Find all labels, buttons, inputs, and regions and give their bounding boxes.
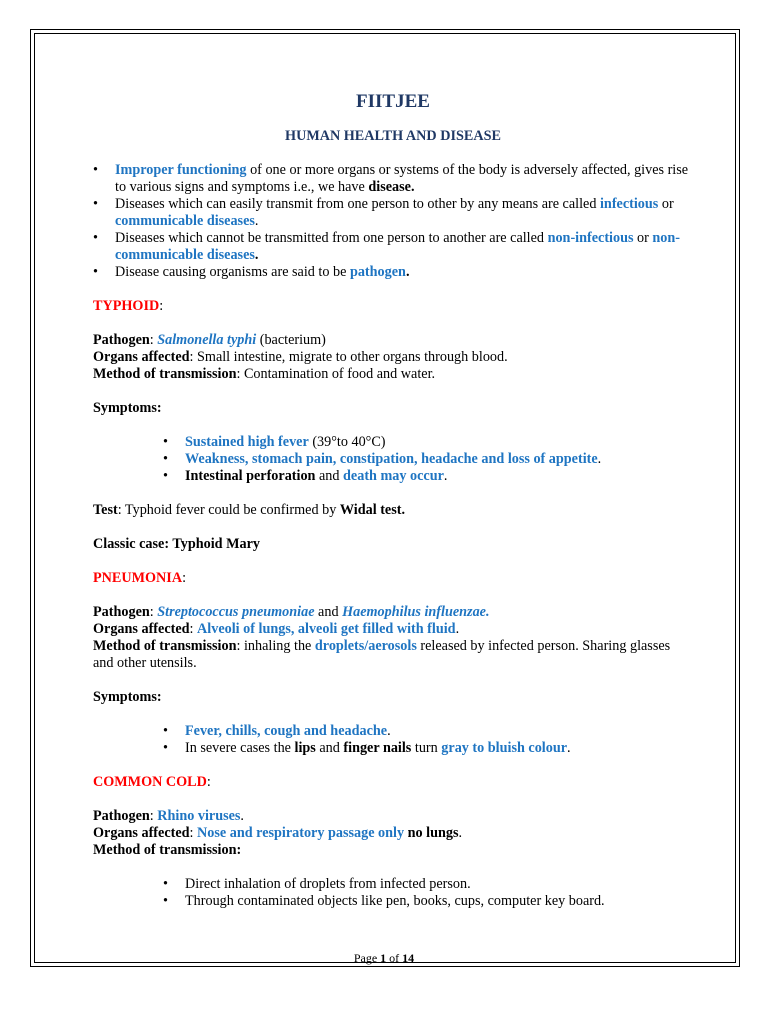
list-item [163, 434, 693, 451]
text-segment: : Typhoid fever could be confirmed by [117, 502, 340, 518]
page-number-current: 1 [380, 951, 387, 965]
pneumonia-transmission [93, 638, 693, 672]
text-segment: droplets/aerosols [314, 638, 417, 654]
text-segment: and [315, 740, 344, 756]
pneumonia-pathogen [93, 604, 693, 621]
list-item [163, 740, 693, 757]
text-segment: infectious [599, 196, 659, 212]
cold-transmission-list [163, 876, 693, 910]
text-segment: : inhaling the [236, 638, 315, 654]
text-segment: Organs affected [93, 621, 190, 637]
text-segment: Salmonella typhi [157, 332, 257, 348]
text-segment: Pathogen [93, 604, 150, 620]
text-segment: of one or more organs or systems of the body is adversely affected, gives rise to various signs and symptoms i.e., we have [115, 162, 689, 195]
list-item [163, 468, 693, 485]
text-segment: communicable diseases [115, 213, 255, 229]
text-segment: . [443, 468, 448, 484]
text-segment: . [597, 451, 602, 467]
text-segment: : [149, 808, 158, 824]
typhoid-classic-case [93, 536, 693, 553]
text-segment: released by infected person. Sharing glasses and other utensils. [93, 638, 671, 671]
text-segment: no lungs [407, 825, 459, 841]
typhoid-symptoms-list [163, 434, 693, 485]
text-segment: (39°to 40°C) [308, 434, 386, 450]
text-segment: Pathogen [93, 808, 150, 824]
text-segment: and [314, 604, 343, 620]
list-item [163, 876, 693, 893]
text-segment: . [567, 740, 571, 756]
text-segment: . [254, 213, 259, 229]
pneumonia-symptoms-label: Symptoms: [93, 689, 162, 705]
list-item [93, 196, 693, 230]
text-segment: Alveoli of lungs, alveoli get filled with fluid [197, 621, 456, 637]
text-segment: finger nails [343, 740, 412, 756]
text-segment: . [455, 621, 460, 637]
text-segment: : Contamination of food and water. [236, 366, 436, 382]
text-segment: Haemophilus influenzae. [342, 604, 490, 620]
text-segment: : [149, 332, 158, 348]
text-segment: Diseases which cannot be transmitted from one person to another are called [115, 230, 548, 246]
page-subtitle: HUMAN HEALTH AND DISEASE [285, 128, 501, 144]
text-segment: : [149, 604, 158, 620]
typhoid-organs [93, 349, 693, 366]
page-number-total: 14 [402, 951, 415, 965]
text-segment: death may occur [343, 468, 444, 484]
text-segment: Rhino viruses [157, 808, 241, 824]
section-heading-typhoid: TYPHOID: [93, 298, 164, 314]
document-body [93, 88, 693, 910]
text-segment: Diseases which can easily transmit from one person to other by any means are called [115, 196, 600, 212]
text-segment: : [189, 621, 198, 637]
text-segment: pathogen [349, 264, 406, 280]
text-segment: : Small intestine, migrate to other organs through blood. [189, 349, 508, 365]
text-segment: Through contaminated objects like pen, books, cups, computer key board. [185, 893, 605, 909]
text-segment: Disease causing organisms are said to be [115, 264, 350, 280]
text-segment: Method of transmission: [93, 842, 242, 858]
text-segment: Organs affected [93, 825, 190, 841]
text-segment: (bacterium) [256, 332, 326, 348]
text-segment: Fever, chills, cough and headache [185, 723, 388, 739]
text-segment: In severe cases the [185, 740, 295, 756]
list-item [93, 162, 693, 196]
text-segment: Organs affected [93, 349, 190, 365]
text-segment: Method of transmission [93, 366, 237, 382]
list-item [163, 451, 693, 468]
text-segment: Sustained high fever [185, 434, 309, 450]
text-segment: Test [93, 502, 118, 518]
section-heading-pneumonia: PNEUMONIA: [93, 570, 187, 586]
typhoid-symptoms-label: Symptoms: [93, 400, 162, 416]
list-item [163, 893, 693, 910]
list-item [93, 264, 693, 281]
list-item [163, 723, 693, 740]
text-segment: gray to bluish colour [441, 740, 568, 756]
text-segment: Pathogen [93, 332, 150, 348]
text-segment: . [254, 247, 259, 263]
text-segment: . [405, 264, 410, 280]
text-segment: . [387, 723, 391, 739]
text-segment: Weakness, stomach pain, constipation, headache and loss of appetite [185, 451, 598, 467]
intro-list [93, 162, 693, 281]
text-segment: Streptococcus pneumoniae [157, 604, 315, 620]
cold-transmission [93, 842, 693, 859]
text-segment: . [458, 825, 463, 841]
cold-organs [93, 825, 693, 842]
typhoid-pathogen [93, 332, 693, 349]
text-segment: non-infectious [547, 230, 634, 246]
text-segment: or [633, 230, 653, 246]
text-segment: Method of transmission [93, 638, 237, 654]
pneumonia-organs [93, 621, 693, 638]
cold-pathogen [93, 808, 693, 825]
text-segment: Nose and respiratory passage only [197, 825, 405, 841]
list-item [93, 230, 693, 264]
text-segment: non-communicable diseases [115, 230, 681, 263]
text-segment: Direct inhalation of droplets from infected person. [185, 876, 471, 892]
text-segment: Intestinal perforation [185, 468, 316, 484]
text-segment: disease. [368, 179, 415, 195]
text-segment: Improper functioning [115, 162, 247, 178]
text-segment: . [240, 808, 244, 824]
text-segment: Widal test. [339, 502, 406, 518]
text-segment: turn [411, 740, 442, 756]
typhoid-test [93, 502, 693, 519]
text-segment: and [315, 468, 344, 484]
page-footer: Page 1 of 14 [353, 951, 415, 965]
pneumonia-symptoms-list [163, 723, 693, 757]
typhoid-transmission [93, 366, 693, 383]
text-segment: or [658, 196, 674, 212]
section-heading-common-cold: COMMON COLD: [93, 774, 211, 790]
page-title: FIITJEE [356, 91, 430, 112]
text-segment: : [189, 825, 198, 841]
text-segment: lips [294, 740, 316, 756]
text-segment: Classic case: Typhoid Mary [93, 536, 260, 552]
